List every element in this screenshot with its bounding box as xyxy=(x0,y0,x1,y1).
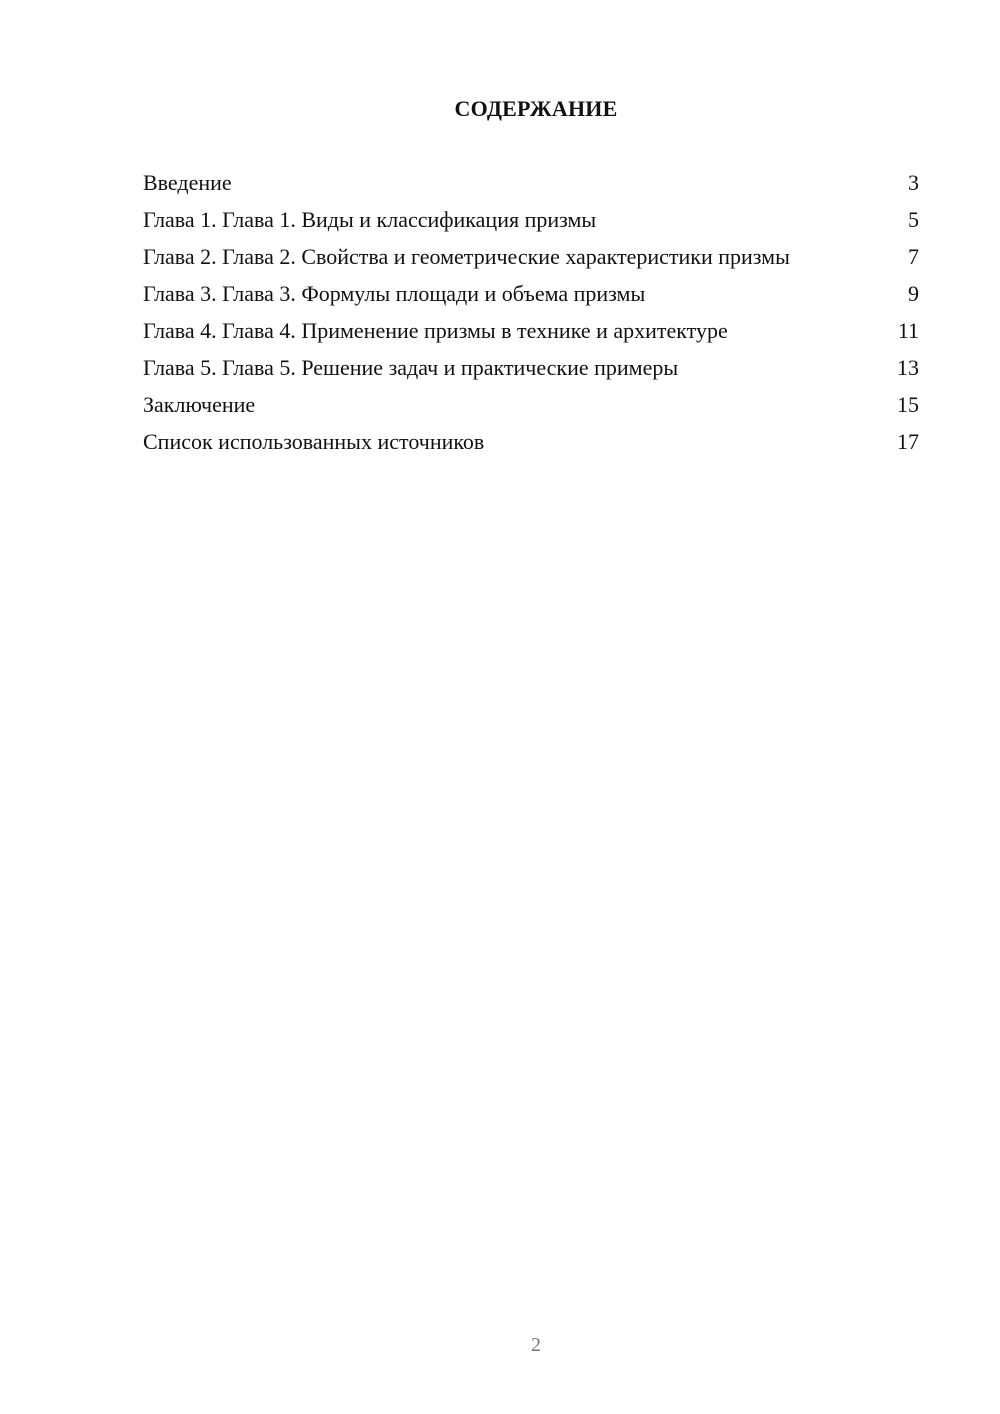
page-number: 2 xyxy=(531,1334,541,1356)
toc-entry-chapter-3[interactable] xyxy=(143,281,919,307)
toc-entry-introduction[interactable] xyxy=(143,170,919,196)
page-title: СОДЕРЖАНИЕ xyxy=(454,96,618,121)
toc-entry-label: Глава 5. Глава 5. Решение задач и практические примеры xyxy=(143,355,679,380)
toc-entry-chapter-5[interactable] xyxy=(143,355,919,381)
toc-entry-label: Заключение xyxy=(143,392,256,417)
toc-entry-label: Глава 2. Глава 2. Свойства и геометрические характеристики призмы xyxy=(143,244,790,269)
toc-entry-page: 5 xyxy=(908,207,919,232)
toc-entry-page: 17 xyxy=(897,429,919,454)
toc-entry-page: 11 xyxy=(897,318,919,343)
toc-entry-label: Список использованных источников xyxy=(143,429,485,454)
toc-entry-label: Введение xyxy=(143,170,232,195)
toc-entry-page: 7 xyxy=(908,244,919,269)
toc-entry-page: 3 xyxy=(908,170,919,195)
toc-entry-label: Глава 1. Глава 1. Виды и классификация призмы xyxy=(143,207,597,232)
toc-entry-references[interactable] xyxy=(143,429,919,455)
table-of-contents xyxy=(143,170,919,466)
toc-entry-conclusion[interactable] xyxy=(143,392,919,418)
toc-entry-chapter-1[interactable] xyxy=(143,207,919,233)
toc-entry-page: 15 xyxy=(897,392,919,417)
toc-entry-label: Глава 3. Глава 3. Формулы площади и объема призмы xyxy=(143,281,646,306)
toc-entry-chapter-4[interactable] xyxy=(143,318,919,344)
toc-entry-label: Глава 4. Глава 4. Применение призмы в технике и архитектуре xyxy=(143,318,728,343)
toc-entry-chapter-2[interactable] xyxy=(143,244,919,270)
toc-entry-page: 13 xyxy=(897,355,919,380)
toc-entry-page: 9 xyxy=(908,281,919,306)
